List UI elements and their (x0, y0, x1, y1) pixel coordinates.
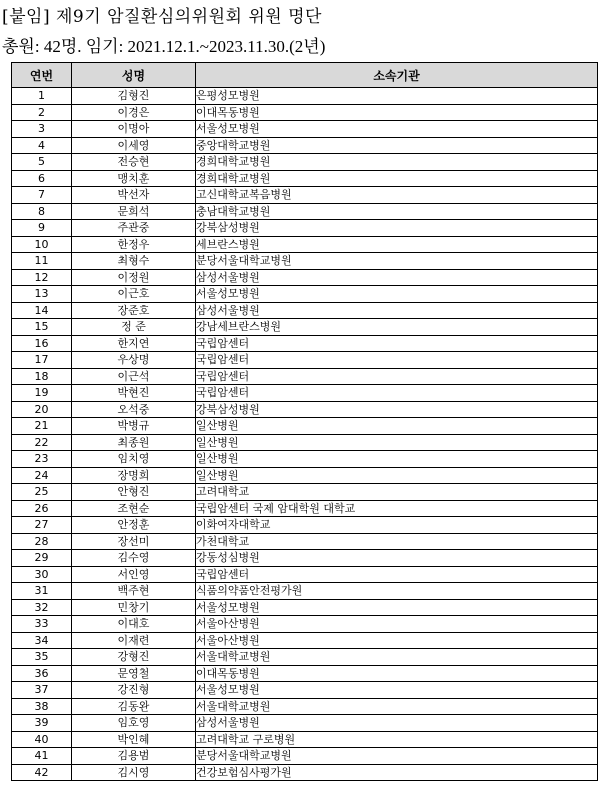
member-name: 김용범 (72, 748, 196, 765)
member-name: 김수영 (72, 550, 196, 567)
member-name: 이세영 (72, 137, 196, 154)
member-organization: 경희대학교병원 (196, 154, 598, 171)
member-organization: 건강보험심사평가원 (196, 764, 598, 781)
table-row (12, 203, 598, 220)
member-name: 맹치훈 (72, 170, 196, 187)
table-row (12, 764, 598, 781)
member-organization: 삼성서울병원 (196, 269, 598, 286)
header-row (12, 63, 598, 88)
row-number: 17 (12, 352, 72, 369)
table-row (12, 335, 598, 352)
row-number: 16 (12, 335, 72, 352)
table-row (12, 550, 598, 567)
member-name: 이명아 (72, 121, 196, 138)
row-number: 29 (12, 550, 72, 567)
table-row (12, 88, 598, 105)
row-number: 19 (12, 385, 72, 402)
member-organization: 국립암센터 (196, 566, 598, 583)
row-number: 15 (12, 319, 72, 336)
member-name: 이정원 (72, 269, 196, 286)
table-row (12, 517, 598, 534)
member-organization: 강북삼성병원 (196, 220, 598, 237)
table-row (12, 368, 598, 385)
member-organization: 분당서울대학교병원 (196, 253, 598, 270)
table-row (12, 665, 598, 682)
member-name: 장준호 (72, 302, 196, 319)
member-name: 안형진 (72, 484, 196, 501)
member-name: 이재련 (72, 632, 196, 649)
member-name: 이근호 (72, 286, 196, 303)
row-number: 13 (12, 286, 72, 303)
row-number: 1 (12, 88, 72, 105)
row-number: 14 (12, 302, 72, 319)
header-name: 성명 (72, 63, 196, 88)
member-organization: 국립암센터 (196, 385, 598, 402)
member-organization: 식품의약품안전평가원 (196, 583, 598, 600)
table-row (12, 715, 598, 732)
table-row (12, 649, 598, 666)
table-row (12, 434, 598, 451)
member-organization: 서울성모병원 (196, 599, 598, 616)
table-row (12, 748, 598, 765)
member-name: 서인영 (72, 566, 196, 583)
row-number: 34 (12, 632, 72, 649)
table-row (12, 170, 598, 187)
table-row (12, 451, 598, 468)
row-number: 25 (12, 484, 72, 501)
member-table (11, 62, 598, 781)
table-row (12, 533, 598, 550)
member-organization: 분당서울대학교병원 (196, 748, 598, 765)
member-name: 김형진 (72, 88, 196, 105)
member-organization: 서울성모병원 (196, 682, 598, 699)
row-number: 38 (12, 698, 72, 715)
member-name: 강진형 (72, 682, 196, 699)
member-organization: 강북삼성병원 (196, 401, 598, 418)
row-number: 11 (12, 253, 72, 270)
table-row (12, 698, 598, 715)
member-organization: 일산병원 (196, 467, 598, 484)
member-name: 전승현 (72, 154, 196, 171)
table-row (12, 286, 598, 303)
row-number: 27 (12, 517, 72, 534)
member-organization: 경희대학교병원 (196, 170, 598, 187)
header-org: 소속기관 (196, 63, 598, 88)
member-organization: 고신대학교복음병원 (196, 187, 598, 204)
member-name: 장명희 (72, 467, 196, 484)
table-row (12, 319, 598, 336)
member-name: 민창기 (72, 599, 196, 616)
table-row (12, 302, 598, 319)
row-number: 4 (12, 137, 72, 154)
member-name: 강형진 (72, 649, 196, 666)
table-row (12, 616, 598, 633)
table-row (12, 220, 598, 237)
member-organization: 가천대학교 (196, 533, 598, 550)
table-row (12, 682, 598, 699)
member-organization: 고려대학교 구로병원 (196, 731, 598, 748)
member-name: 한정우 (72, 236, 196, 253)
table-row (12, 599, 598, 616)
member-name: 우상명 (72, 352, 196, 369)
table-row (12, 467, 598, 484)
member-name: 임치영 (72, 451, 196, 468)
member-organization: 국립암센터 (196, 352, 598, 369)
member-table-body (12, 88, 598, 781)
member-name: 이근석 (72, 368, 196, 385)
row-number: 36 (12, 665, 72, 682)
row-number: 26 (12, 500, 72, 517)
member-organization: 서울아산병원 (196, 632, 598, 649)
table-row (12, 236, 598, 253)
member-name: 이경은 (72, 104, 196, 121)
member-organization: 일산병원 (196, 434, 598, 451)
member-name: 문희석 (72, 203, 196, 220)
member-name: 최형수 (72, 253, 196, 270)
row-number: 2 (12, 104, 72, 121)
table-row (12, 385, 598, 402)
member-organization: 이화여자대학교 (196, 517, 598, 534)
row-number: 10 (12, 236, 72, 253)
member-organization: 강남세브란스병원 (196, 319, 598, 336)
member-organization: 일산병원 (196, 418, 598, 435)
member-name: 정 준 (72, 319, 196, 336)
row-number: 5 (12, 154, 72, 171)
member-name: 김시영 (72, 764, 196, 781)
member-name: 주관중 (72, 220, 196, 237)
row-number: 3 (12, 121, 72, 138)
row-number: 40 (12, 731, 72, 748)
row-number: 21 (12, 418, 72, 435)
member-organization: 서울아산병원 (196, 616, 598, 633)
member-name: 백주현 (72, 583, 196, 600)
member-organization: 은평성모병원 (196, 88, 598, 105)
member-name: 이대호 (72, 616, 196, 633)
member-organization: 중앙대학교병원 (196, 137, 598, 154)
member-name: 오석중 (72, 401, 196, 418)
member-organization: 서울성모병원 (196, 286, 598, 303)
document-title: [붙임] 제9기 암질환심의위원회 위원 명단 (2, 7, 322, 27)
member-name: 임호영 (72, 715, 196, 732)
table-row (12, 500, 598, 517)
table-row (12, 137, 598, 154)
member-name: 장선미 (72, 533, 196, 550)
header-no: 연번 (12, 63, 72, 88)
row-number: 8 (12, 203, 72, 220)
member-organization: 서울대학교병원 (196, 649, 598, 666)
member-name: 박병규 (72, 418, 196, 435)
member-organization: 이대목동병원 (196, 104, 598, 121)
row-number: 9 (12, 220, 72, 237)
member-organization: 국립암센터 (196, 335, 598, 352)
member-organization: 국립암센터 국제 암대학원 대학교 (196, 500, 598, 517)
table-row (12, 253, 598, 270)
table-row (12, 632, 598, 649)
table-row (12, 269, 598, 286)
row-number: 39 (12, 715, 72, 732)
member-organization: 충남대학교병원 (196, 203, 598, 220)
row-number: 6 (12, 170, 72, 187)
member-organization: 강동성심병원 (196, 550, 598, 567)
member-name: 박선자 (72, 187, 196, 204)
row-number: 37 (12, 682, 72, 699)
member-organization: 국립암센터 (196, 368, 598, 385)
row-number: 23 (12, 451, 72, 468)
row-number: 35 (12, 649, 72, 666)
row-number: 24 (12, 467, 72, 484)
member-name: 문영철 (72, 665, 196, 682)
member-name: 김동완 (72, 698, 196, 715)
member-organization: 삼성서울병원 (196, 715, 598, 732)
row-number: 18 (12, 368, 72, 385)
table-row (12, 401, 598, 418)
row-number: 20 (12, 401, 72, 418)
member-name: 안정훈 (72, 517, 196, 534)
row-number: 22 (12, 434, 72, 451)
member-organization: 서울성모병원 (196, 121, 598, 138)
row-number: 12 (12, 269, 72, 286)
row-number: 41 (12, 748, 72, 765)
row-number: 7 (12, 187, 72, 204)
member-organization: 이대목동병원 (196, 665, 598, 682)
table-row (12, 566, 598, 583)
member-name: 한지연 (72, 335, 196, 352)
member-name: 최종원 (72, 434, 196, 451)
table-row (12, 154, 598, 171)
member-organization: 세브란스병원 (196, 236, 598, 253)
member-name: 박인혜 (72, 731, 196, 748)
row-number: 31 (12, 583, 72, 600)
document-subtitle: 총원: 42명. 임기: 2021.12.1.~2023.11.30.(2년) (2, 37, 326, 56)
member-name: 조현순 (72, 500, 196, 517)
table-row (12, 731, 598, 748)
table-row (12, 484, 598, 501)
row-number: 42 (12, 764, 72, 781)
member-organization: 삼성서울병원 (196, 302, 598, 319)
member-organization: 서울대학교병원 (196, 698, 598, 715)
member-organization: 고려대학교 (196, 484, 598, 501)
member-organization: 일산병원 (196, 451, 598, 468)
table-row (12, 121, 598, 138)
member-table-header (12, 63, 598, 88)
row-number: 28 (12, 533, 72, 550)
row-number: 32 (12, 599, 72, 616)
table-row (12, 583, 598, 600)
member-name: 박현진 (72, 385, 196, 402)
row-number: 33 (12, 616, 72, 633)
row-number: 30 (12, 566, 72, 583)
table-row (12, 104, 598, 121)
table-row (12, 418, 598, 435)
table-row (12, 187, 598, 204)
table-row (12, 352, 598, 369)
